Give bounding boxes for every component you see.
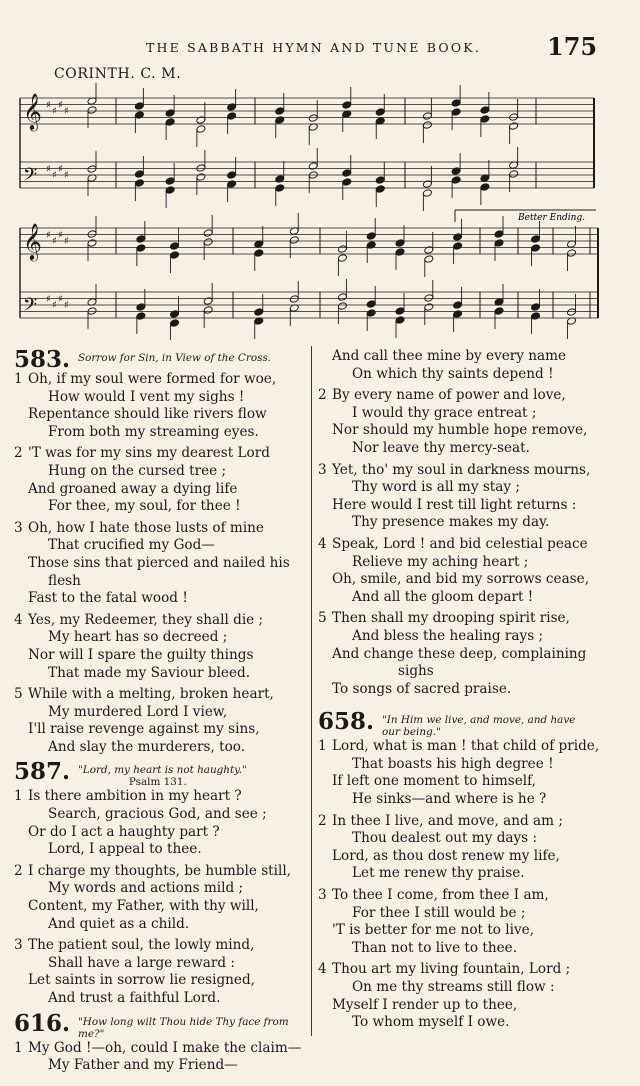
- svg-text:♯: ♯: [64, 236, 69, 247]
- verse: [14, 863, 306, 933]
- verse-line: Thy word is all my stay ;: [352, 479, 520, 496]
- verse-number: 2: [318, 812, 327, 829]
- svg-text:♯: ♯: [64, 300, 69, 311]
- verse-line: flesh: [48, 572, 81, 589]
- verse-line: Shall have a large reward :: [48, 954, 235, 971]
- svg-text:𝄢: 𝄢: [23, 165, 38, 190]
- svg-text:♯: ♯: [58, 230, 63, 241]
- hymn-number: 616: [14, 1009, 63, 1037]
- hymn-number: 587: [14, 758, 63, 786]
- verse-line: Myself I render up to thee,: [332, 996, 518, 1013]
- svg-text:𝄞: 𝄞: [23, 92, 42, 130]
- verse-line: Thou art my living fountain, Lord ;: [332, 961, 571, 978]
- verse-line: My words and actions mild ;: [48, 880, 244, 897]
- verse-line: Oh, how I hate those lusts of mine: [28, 519, 264, 536]
- verse-line: On which thy saints depend !: [352, 365, 554, 382]
- music-score: [0, 0, 640, 340]
- verse-line: I'll raise revenge against my sins,: [28, 721, 260, 738]
- verse: [14, 1040, 306, 1075]
- verse-number: 3: [318, 461, 327, 478]
- svg-text:♯: ♯: [46, 164, 51, 175]
- verse-line: Speak, Lord ! and bid celestial peace: [332, 535, 588, 552]
- verse-line: 'T is better for me not to live,: [332, 922, 535, 939]
- verse-line: By every name of power and love,: [332, 387, 566, 404]
- verse-line: Hung on the cursed tree ;: [48, 462, 227, 479]
- verse-number: 1: [14, 1039, 23, 1056]
- verse: [318, 462, 608, 532]
- svg-text:𝄢: 𝄢: [23, 295, 38, 320]
- verse-line: Content, my Father, with thy will,: [28, 898, 259, 915]
- verse-line: And all the gloom depart !: [352, 588, 534, 605]
- verse: [318, 387, 608, 457]
- verse-number: 1: [318, 738, 327, 755]
- verse-number: 2: [14, 862, 23, 879]
- svg-text:𝄞: 𝄞: [23, 222, 42, 260]
- tune-title: CORINTH. C. M.: [54, 66, 182, 82]
- verse: [318, 738, 608, 808]
- svg-text:♯: ♯: [52, 236, 57, 247]
- verse: [318, 887, 608, 957]
- verse-line: And slay the murderers, too.: [48, 738, 246, 755]
- verse-line: Repentance should like rivers flow: [28, 406, 267, 423]
- verse: [318, 961, 608, 1031]
- hymn-616-continued: [318, 348, 608, 698]
- verse: [318, 813, 608, 883]
- hymn-subtitle: Sorrow for Sin, in View of the Cross.: [78, 352, 272, 364]
- hymn-subtitle: "How long wilt Thou hide Thy face from me?": [78, 1015, 289, 1040]
- verse-line: Let saints in sorrow lie resigned,: [28, 972, 255, 989]
- verse-number: 3: [318, 887, 327, 904]
- verse-line: From both my streaming eyes.: [48, 423, 259, 440]
- verse-line: For thee I still would be ;: [352, 904, 526, 921]
- verse-line: To songs of sacred praise.: [332, 680, 512, 697]
- verse-line: That made my Saviour bleed.: [48, 664, 251, 681]
- hymn-subtitle: "Lord, my heart is not haughty.": [78, 764, 247, 777]
- verse-number: 2: [14, 445, 23, 462]
- hymn-583: 583 . Sorrow for Sin, in View of the Cross. 1 Oh, if my soul were formed for woe, How would I vent my sighs ! Repentance should like rivers flow From both my streaming eyes. 2 'T was for my sins my dearest Lord Hung on the cursed tree ; And groaned away a dying life For thee, my soul, for thee ! 3 Oh, how I hate those lusts of mine That crucified my God— Those sins that pierced and nailed his flesh Fast to the fatal wood ! 4 Yes, my Redeemer, they shall die ; My heart has so decreed ; Nor will I spare the guilty things That made my Saviour bleed. 5 While with a melting, broken heart, My murdered Lord I view, I'll raise revenge against my sins, And slay the murderers, too.: [14, 348, 306, 756]
- verse: [14, 445, 306, 515]
- hymn-587: 587 . "Lord, my heart is not haughty." Psalm 131. 1 Is there ambition in my heart ? Search, gracious God, and see ; Or do I act a haughty part ? Lord, I appeal to thee. 2 I charge my thoughts, be humble still, My words and actions mild ; Content, my Father, with thy will, And quiet as a child. 3 The patient soul, the lowly mind, Shall have a large reward : Let saints in sorrow lie resigned, And trust a faithful Lord.: [14, 760, 306, 1007]
- column-divider: [311, 346, 312, 1036]
- verse-line: In thee I live, and move, and am ;: [332, 812, 563, 829]
- page-number: 175: [547, 32, 598, 61]
- verse-line: Or do I act a haughty part ?: [28, 823, 220, 840]
- right-column: [318, 348, 608, 1032]
- verse-line: Relieve my aching heart ;: [352, 553, 529, 570]
- verse-line: Oh, smile, and bid my sorrows cease,: [332, 571, 590, 588]
- verse-line: If left one moment to himself,: [332, 773, 536, 790]
- verse-line: For thee, my soul, for thee !: [48, 498, 241, 515]
- verse-line: And groaned away a dying life: [28, 480, 238, 497]
- verse-line: To whom myself I owe.: [352, 1014, 510, 1031]
- verse-number: 3: [14, 519, 23, 536]
- verse-number: 4: [318, 961, 327, 978]
- verse-line: That crucified my God—: [48, 537, 215, 554]
- verse-line: Lord, I appeal to thee.: [48, 841, 202, 858]
- verse: [14, 520, 306, 608]
- verse-line: sighs: [398, 663, 434, 680]
- verse-line: Lord, as thou dost renew my life,: [332, 847, 560, 864]
- svg-text:♯: ♯: [64, 106, 69, 117]
- verse-line: Lord, what is man ! that child of pride,: [332, 738, 600, 755]
- verse-line: Let me renew thy praise.: [352, 865, 525, 882]
- hymn-658: 658 . "In Him we live, and move, and have our being." 1 Lord, what is man ! that child of pride, That boasts his high degree ! If left one moment to himself, He sinks—and where is he ? 2 In thee I live, and move, and am ; Thou dealest out my days : Lord, as thou dost renew my life, Let me renew thy praise. 3 To thee I come, from thee I am, For thee I still would be ; 'T is better for me not to live, Than not to live to thee. 4 Thou art my living fountain, Lord ; On me thy streams still flow : Myself I render up to thee, To whom myself I owe.: [318, 710, 608, 1032]
- verse-number: 4: [318, 535, 327, 552]
- verse-line: How would I vent my sighs !: [48, 388, 245, 405]
- verse-line: To thee I come, from thee I am,: [332, 887, 549, 904]
- verse-line: My God !—oh, could I make the claim—: [28, 1039, 302, 1056]
- verse-line: The patient soul, the lowly mind,: [28, 937, 255, 954]
- verse-number: 5: [14, 686, 23, 703]
- svg-text:♯: ♯: [64, 170, 69, 181]
- verse-number: 5: [318, 610, 327, 627]
- verse-line: My Father and my Friend—: [48, 1057, 238, 1074]
- verse: [14, 371, 306, 441]
- svg-text:♯: ♯: [58, 164, 63, 175]
- verse-line: Those sins that pierced and nailed his: [28, 554, 290, 571]
- hymn-number: 583: [14, 346, 63, 373]
- verse-line: And trust a faithful Lord.: [48, 990, 221, 1006]
- svg-text:♯: ♯: [58, 294, 63, 305]
- verse-line: Thy presence makes my day.: [352, 514, 550, 531]
- verse-line: I charge my thoughts, be humble still,: [28, 862, 292, 879]
- verse-line: Than not to live to thee.: [352, 939, 518, 956]
- verse-number: 1: [14, 788, 23, 805]
- verse-number: 4: [14, 611, 23, 628]
- hymn-number: 658: [318, 708, 367, 736]
- verse-line: And quiet as a child.: [48, 915, 190, 932]
- verse: [14, 788, 306, 858]
- svg-text:♯: ♯: [58, 100, 63, 111]
- verse-line: And bless the healing rays ;: [352, 627, 544, 644]
- better-ending-label: Better Ending.: [518, 213, 586, 223]
- verse-line: I would thy grace entreat ;: [352, 404, 537, 421]
- verse: [14, 937, 306, 1007]
- verse-line: That boasts his high degree !: [352, 755, 554, 772]
- verse-line: And change these deep, complaining: [332, 645, 587, 662]
- svg-text:♯: ♯: [52, 170, 57, 181]
- verse-number: 3: [14, 937, 23, 954]
- svg-text:♯: ♯: [52, 300, 57, 311]
- verse-line: While with a melting, broken heart,: [28, 686, 274, 703]
- verse-number: 1: [14, 371, 23, 387]
- running-title: THE SABBATH HYMN AND TUNE BOOK.: [146, 40, 482, 55]
- verse-line: Then shall my drooping spirit rise,: [332, 610, 570, 627]
- verse-line: Yes, my Redeemer, they shall die ;: [28, 611, 264, 628]
- verse-line: Yet, tho' my soul in darkness mourns,: [332, 461, 591, 478]
- verse-line: Is there ambition in my heart ?: [28, 788, 242, 805]
- svg-text:♯: ♯: [46, 294, 51, 305]
- verse-line: My heart has so decreed ;: [48, 629, 228, 646]
- svg-text:♯: ♯: [52, 106, 57, 117]
- verse-line: 'T was for my sins my dearest Lord: [28, 445, 270, 462]
- verse-line: Fast to the fatal wood !: [28, 590, 188, 607]
- verse-line: Nor will I spare the guilty things: [28, 646, 254, 663]
- verse: [318, 536, 608, 606]
- left-column: [14, 348, 306, 1075]
- verse-line: And call thee mine by every name: [332, 348, 567, 364]
- scripture-reference: Psalm 131.: [128, 776, 187, 789]
- hymn-subtitle: "In Him we live, and move, and have our being.": [382, 714, 576, 739]
- verse-line: Search, gracious God, and see ;: [48, 806, 267, 823]
- verse-line: Oh, if my soul were formed for woe,: [28, 371, 277, 387]
- verse: [318, 610, 608, 698]
- verse-line: My murdered Lord I view,: [48, 703, 228, 720]
- verse: [14, 686, 306, 756]
- verse-line: On me thy streams still flow :: [352, 979, 555, 995]
- verse-line: Nor leave thy mercy-seat.: [352, 439, 530, 456]
- verse-line: He sinks—and where is he ?: [352, 791, 547, 808]
- svg-text:♯: ♯: [46, 100, 51, 111]
- verse-line: Nor should my humble hope remove,: [332, 422, 588, 439]
- svg-text:♯: ♯: [46, 230, 51, 241]
- verse-number: 2: [318, 387, 327, 404]
- verse-line: Here would I rest till light returns :: [332, 496, 577, 513]
- verse: [14, 612, 306, 682]
- verse-line: Thou dealest out my days :: [352, 830, 538, 847]
- hymn-616: 616 . "How long wilt Thou hide Thy face from me?" 1 My God !—oh, could I make the claim— My Father and my Friend—: [14, 1012, 306, 1075]
